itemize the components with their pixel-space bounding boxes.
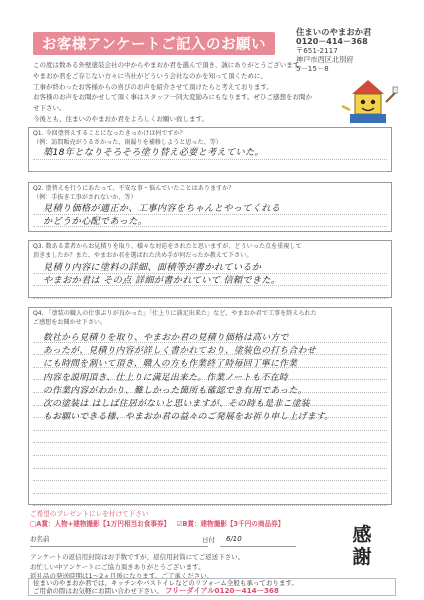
- present-option-b[interactable]: ☑B賞：建物撮影【3千円の商品券】: [176, 520, 285, 528]
- footer-line-2: ご用命の際はお気軽にお問い合わせ下さい。: [33, 587, 163, 596]
- present-option-a[interactable]: □A賞：人物+建物撮影【1万円相当お食事券】: [30, 520, 171, 528]
- question-sub: 頂きましたか？また、やまおか君を選ばれた決め手が何だったか教えて下さい。: [33, 251, 253, 259]
- question-1: [28, 127, 392, 172]
- question-sub: ご感想をお聞かせ下さい。: [33, 318, 107, 326]
- date-label: 日付: [202, 536, 215, 544]
- intro-line: お客様のお声をお聞かせして頂く事はスタッフ一同大変励みにもなります。ぜひご感想をお聞かせ下さい。: [33, 93, 312, 113]
- present-selection: [30, 509, 330, 529]
- answer-text: 数社から見積りを取り、やまおか君の見積り価格は高い方で あったが、見積り内容が詳しく書かれており、塗装色の打ち合わせ にも時間を割いて頂き、職人の方も作業終了時毎回丁寧に作業 内容を説明頂き、仕上りに満足出来た。作業ノートも不在時 の作業内容がわかり、難しかった箇所も確認でき有用であった。 次の塗装は はしば住居がないと思いますが、その時も是非こ塗装 もお願いできる様、やまおか君の益々のご発展をお祈り申し上げます。: [43, 333, 334, 423]
- answer-text: 見積り内容に塗料の詳細、面積等が書かれているか やまおか君は その点 詳細が書かれていて 信頼できた。: [43, 262, 281, 286]
- question-4: [28, 307, 392, 505]
- question-2: [28, 182, 392, 232]
- answer-text: 見積り価格が適正か、工事内容をちゃんとやってくれる かどうか心配であった。: [43, 203, 281, 227]
- name-field[interactable]: [30, 534, 208, 547]
- page-title: お客様アンケートご記入のお願い: [33, 32, 275, 55]
- company-address-2: 5－15－8: [296, 64, 329, 73]
- question-sub: （例：訪問販売がうるさかった、雨漏りを補修しようと思った、等）: [33, 138, 222, 146]
- question-label: Q1. 今回塗替えすることになったきっかけは何ですか？: [33, 130, 186, 137]
- intro-line: 今後とも、住まいのやまおか君をよろしくお願い致します。: [33, 114, 208, 123]
- question-label: Q3. 数ある業者からお見積りを取り、様々な対応をされたと思いますが、どういった点を重視して: [33, 243, 302, 250]
- intro-line: この度は数ある外壁塗装会社の中からやまおか君を選んで頂き、誠にありがとうございます。: [33, 61, 306, 69]
- company-tel: 0120－414－368: [296, 37, 368, 46]
- intro-line: 工事が終わったお客様からの喜びのお声を紹介させて頂けたらと考えております。: [33, 82, 273, 91]
- note-line: お忙しい中アンケートにご協力頂きありがとうございます。: [30, 562, 205, 571]
- intro-line: やまおか君をご存じない方々に当社がどういう会社なのかを知って頂くために、: [33, 71, 267, 80]
- question-label: Q4. 「塗装の職人の仕事ぶりが良かった」「仕上りに満足出来た」など、やまおか君で工事を終えられた: [33, 310, 317, 317]
- mascot-illustration: [338, 72, 398, 128]
- present-heading: ご希望のプレゼントにレを付けて下さい: [30, 510, 149, 518]
- company-zip: 〒651-2117: [296, 46, 338, 55]
- question-sub: （例：手抜き工事がされないか、等）: [33, 193, 137, 201]
- name-label: お名前: [30, 535, 50, 543]
- date-field[interactable]: [202, 534, 296, 547]
- question-3: [28, 240, 392, 298]
- answer-text: 築18年となりそろそろ塗り替え必要と考えていた。: [43, 147, 265, 158]
- company-name: 住まいのやまおか君: [296, 27, 372, 37]
- question-label: Q2. 塗替えを行うにあたって、不安な事・悩んでいたことはありますか？: [33, 185, 235, 192]
- footer-line-1: 住まいのやまおか君では、キッチンやバストイレなどのリフォーム全般も承っております。: [33, 579, 298, 587]
- kansha-stamp: 感謝: [352, 524, 372, 568]
- intro-text: [33, 60, 313, 125]
- footer-phone[interactable]: フリーダイアル0120－414－368: [165, 586, 279, 596]
- note-line: 返礼品の発送時期は1～2ヵ月後になります。ご了承ください。: [30, 572, 214, 581]
- note-line: アンケートの返信用封筒はお手数ですが、返信用封筒にてご返送下さい。: [30, 553, 245, 561]
- company-address-1: 神戸市西区北別府: [296, 55, 354, 64]
- date-value: 6/10: [226, 535, 242, 543]
- footer-box: [28, 578, 396, 596]
